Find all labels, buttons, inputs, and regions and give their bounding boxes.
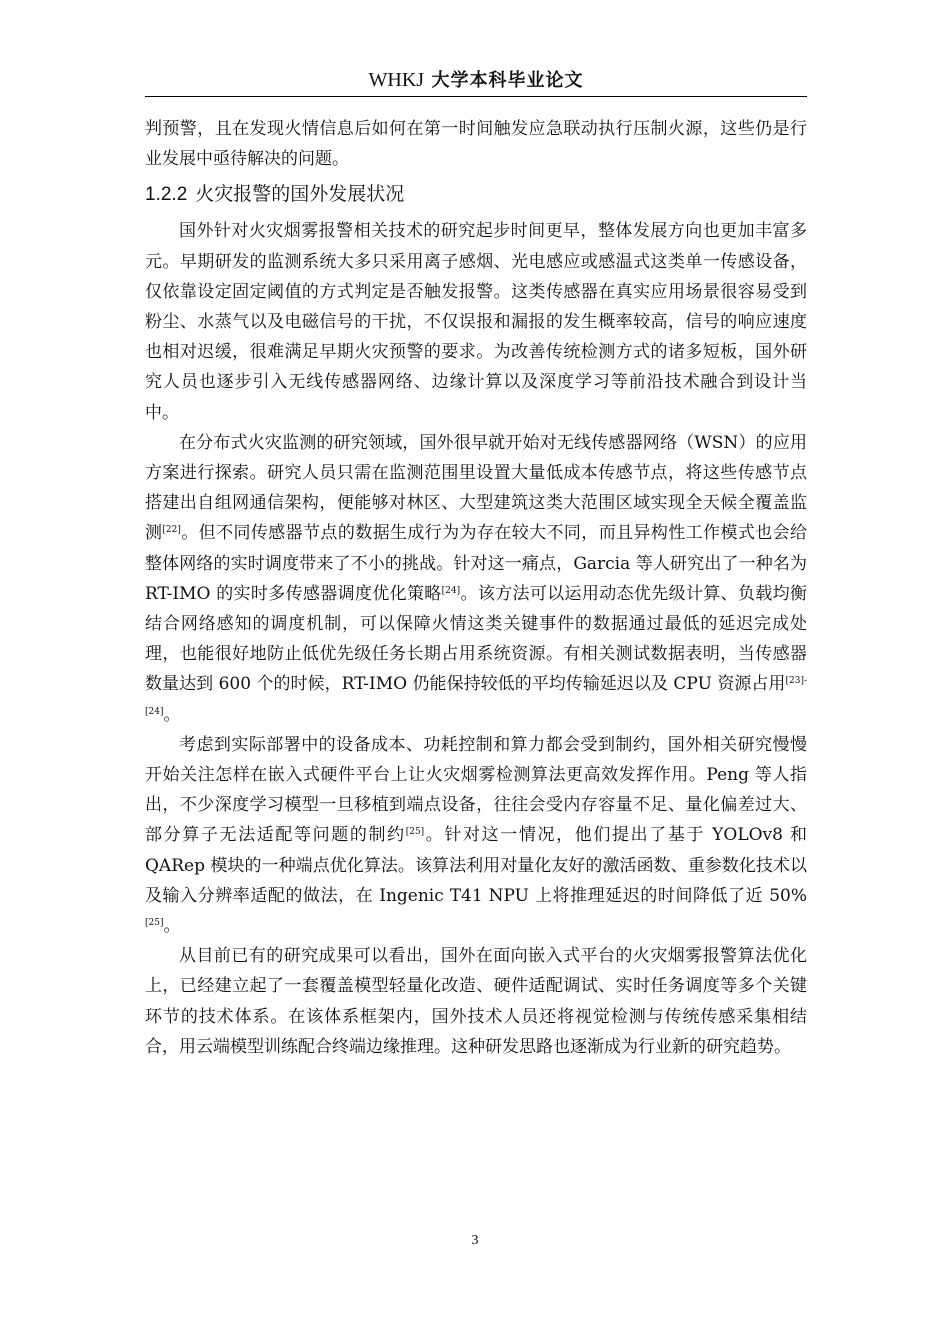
citation-25-a: [25] <box>405 827 425 838</box>
section-title: 火灾报警的国外发展状况 <box>195 183 405 206</box>
citation-24: [24] <box>441 585 461 596</box>
citation-22: [22] <box>162 525 181 536</box>
section-number: 1.2.2 <box>145 184 188 206</box>
citation-23-24: [23]-[24] <box>145 676 807 717</box>
page-body <box>145 114 807 1062</box>
paragraph-3 <box>145 730 807 941</box>
paragraph-3-text-b: 。针对这一情况，他们提出了基于 YOLOv8 和 QARep 模块的一种端点优化算法。该算法利用对量化友好的激活函数、重参数化技术以及输入分辨率适配的做法，在 Ingenic T41 NPU 上将推理延迟的时间降低了近 50% <box>145 825 807 906</box>
paragraph-3-text-a: 考虑到实际部署中的设备成本、功耗控制和算力都会受到制约，国外相关研究慢慢开始关注怎样在嵌入式硬件平台上让火灾烟雾检测算法更高效发挥作用。Peng 等人指出，不少深度学习模型一旦移植到端点设备，往往会受内存容量不足、量化偏差过大、部分算子无法适配等问题的制约 <box>145 734 807 846</box>
paragraph-1: 国外针对火灾烟雾报警相关技术的研究起步时间更早，整体发展方向也更加丰富多元。早期研发的监测系统大多只采用离子感烟、光电感应或感温式这类单一传感设备，仅依靠设定固定阈值的方式判定是否触发报警。这类传感器在真实应用场景很容易受到粉尘、水蒸气以及电磁信号的干扰，不仅误报和漏报的发生概率较高，信号的响应速度也相对迟缓，很难满足早期火灾预警的要求。为改善传统检测方式的诸多短板，国外研究人员也逐步引入无线传感器网络、边缘计算以及深度学习等前沿技术融合到设计当中。 <box>145 221 807 423</box>
citation-25-b: [25] <box>145 918 164 929</box>
paragraph-2-text-b: 。但不同传感器节点的数据生成行为为存在较大不同，而且异构性工作模式也会给整体网络的实时调度带来了不小的挑战。针对这一痛点，Garcia 等人研究出了一种名为 RT-IMO 的实时多传感器调度优化策略 <box>145 523 808 604</box>
paragraph-2-text-a: 在分布式火灾监测的研究领域，国外很早就开始对无线传感器网络（WSN）的应用方案进行探索。研究人员只需在监测范围里设置大量低成本传感节点，将这些传感节点搭建出自组网通信架构，便能够对林区、大型建筑这类大范围区域实现全天候全覆盖监测 <box>145 432 807 544</box>
header-latin-text: WHKJ <box>368 69 425 91</box>
intro-paragraph: 判预警，且在发现火情信息后如何在第一时间触发应急联动执行压制火源，这些仍是行业发展中亟待解决的问题。 <box>145 119 807 170</box>
paragraph-2-text-c: 。该方法可以运用动态优先级计算、负载均衡结合网络感知的调度机制，可以保障火情这类关键事件的数据通过最低的延迟完成处理，也能很好地防止低优先级任务长期占用系统资源。有相关测试数据表明，当传感器数量达到 600 个的时候，RT-IMO 仍能保持较低的平均传输延迟以及 CPU 资源占用 <box>145 583 807 695</box>
section-heading <box>145 179 807 210</box>
page-number: 3 <box>471 1233 479 1248</box>
paragraph-2 <box>145 428 807 730</box>
paragraph-2-text-d: 。 <box>163 704 181 725</box>
paragraph-3-text-c: 。 <box>163 916 181 937</box>
header-title-text: 大学本科毕业论文 <box>431 70 584 91</box>
paragraph-4: 从目前已有的研究成果可以看出，国外在面向嵌入式平台的火灾烟雾报警算法优化上，已经建立起了一套覆盖模型轻量化改造、硬件适配调试、实时任务调度等多个关键环节的技术体系。在该体系框架内，国外技术人员还将视觉检测与传统传感采集相结合，用云端模型训练配合终端边缘推理。这种研发思路也逐渐成为行业新的研究趋势。 <box>145 946 807 1057</box>
page-header <box>145 66 807 94</box>
header-divider <box>145 96 807 97</box>
